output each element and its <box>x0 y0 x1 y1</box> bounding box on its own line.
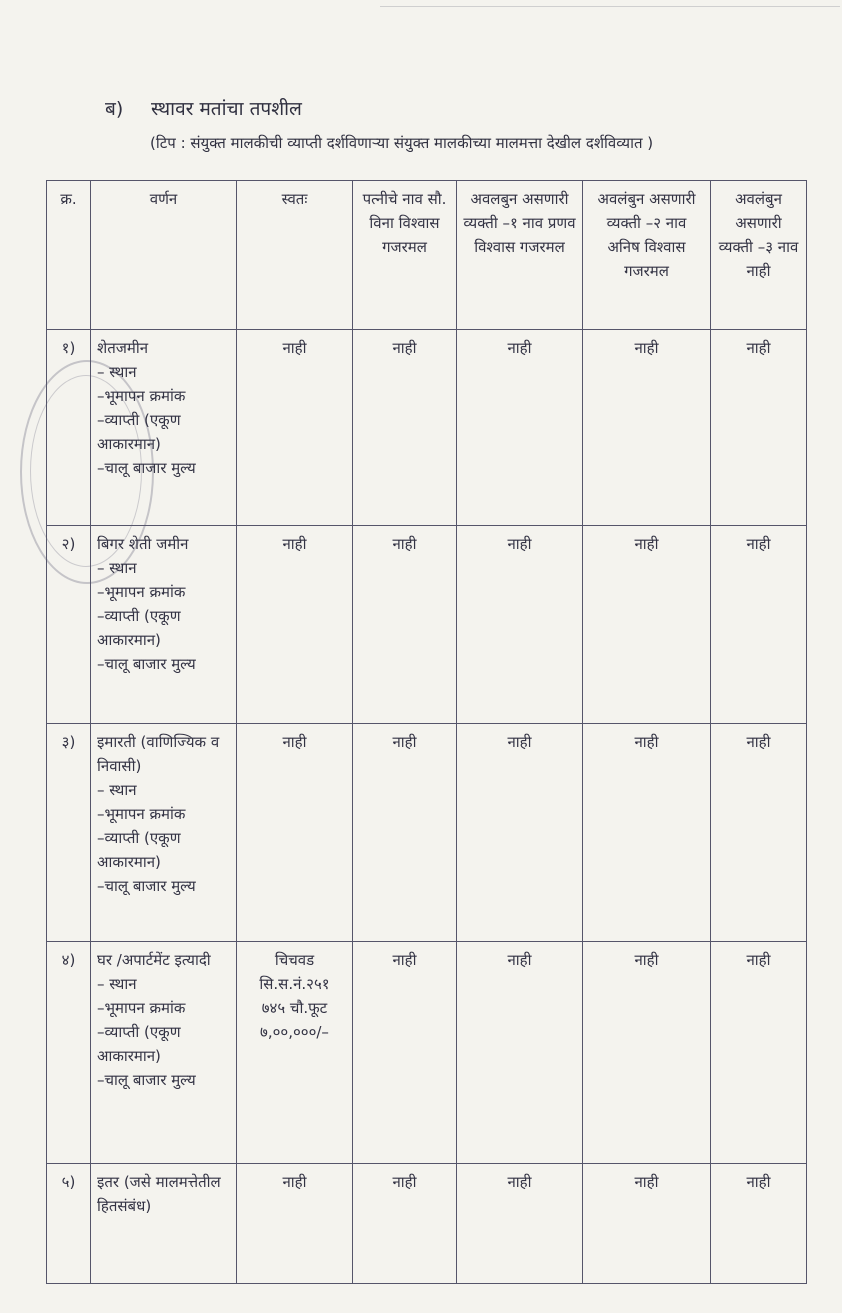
header-dependent-3: अवलंबुन असणारी व्यक्ती –३ नाव नाही <box>711 181 807 330</box>
row-serial: ४) <box>47 942 91 1164</box>
row-serial: ३) <box>47 724 91 942</box>
row-description <box>91 526 237 724</box>
desc-line: –चालू बाजार मुल्य <box>97 459 196 477</box>
table-row <box>47 724 807 942</box>
cell-dependent-3: नाही <box>711 942 807 1164</box>
row-serial: ५) <box>47 1164 91 1284</box>
cell-self: नाही <box>237 526 353 724</box>
cell-self: नाही <box>237 330 353 526</box>
cell-dependent-3: नाही <box>711 526 807 724</box>
desc-line: इतर (जसे मालमत्तेतील हितसंबंध) <box>97 1173 221 1215</box>
immovable-assets-table <box>46 180 807 1284</box>
header-spouse: पत्नीचे नाव सौ. विना विश्वास गजरमल <box>353 181 457 330</box>
cell-dependent-3: नाही <box>711 1164 807 1284</box>
cell-dependent-1: नाही <box>457 330 583 526</box>
desc-line: –चालू बाजार मुल्य <box>97 655 196 673</box>
header-serial: क्र. <box>47 181 91 330</box>
header-self: स्वतः <box>237 181 353 330</box>
desc-line: –चालू बाजार मुल्य <box>97 1071 196 1089</box>
header-description: वर्णन <box>91 181 237 330</box>
cell-dependent-2: नाही <box>583 1164 711 1284</box>
desc-line: –व्याप्ती (एकूण आकारमान) <box>97 1023 181 1065</box>
desc-line: –भूमापन क्रमांक <box>97 805 186 823</box>
cell-dependent-1: नाही <box>457 942 583 1164</box>
desc-line: घर /अपार्टमेंट इत्यादी <box>97 951 211 969</box>
cell-self: नाही <box>237 1164 353 1284</box>
desc-line: – स्थान <box>97 781 137 799</box>
desc-line: – स्थान <box>97 975 137 993</box>
header-dependent-2: अवलंबुन असणारी व्यक्ती –२ नाव अनिष विश्वास गजरमल <box>583 181 711 330</box>
section-note: (टिप : संयुक्त मालकीची व्याप्ती दर्शविणाऱ्या संयुक्त मालकीच्या मालमत्ता देखील दर्शविव्यात ) <box>150 134 654 152</box>
cell-self <box>237 942 353 1164</box>
cell-dependent-1: नाही <box>457 526 583 724</box>
table-row <box>47 1164 807 1284</box>
section-number: ब) <box>105 98 124 120</box>
desc-line: –व्याप्ती (एकूण आकारमान) <box>97 411 181 453</box>
self-value-line: ७४५ चौ.फूट <box>261 999 328 1017</box>
cell-spouse: नाही <box>353 330 457 526</box>
header-dependent-1: अवलबुन असणारी व्यक्ती –१ नाव प्रणव विश्वास गजरमल <box>457 181 583 330</box>
desc-line: – स्थान <box>97 559 137 577</box>
desc-line: –व्याप्ती (एकूण आकारमान) <box>97 607 181 649</box>
desc-line: –व्याप्ती (एकूण आकारमान) <box>97 829 181 871</box>
table-row <box>47 942 807 1164</box>
desc-line: बिगर शेती जमीन <box>97 535 189 553</box>
page-edge <box>380 0 840 7</box>
cell-dependent-3: नाही <box>711 330 807 526</box>
desc-line: –भूमापन क्रमांक <box>97 999 186 1017</box>
row-description <box>91 942 237 1164</box>
row-description <box>91 1164 237 1284</box>
cell-dependent-2: नाही <box>583 526 711 724</box>
cell-dependent-1: नाही <box>457 724 583 942</box>
cell-spouse: नाही <box>353 526 457 724</box>
row-serial: १) <box>47 330 91 526</box>
table-row <box>47 330 807 526</box>
section-title: स्थावर मतांचा तपशील <box>151 98 302 120</box>
desc-line: – स्थान <box>97 363 137 381</box>
desc-line: –भूमापन क्रमांक <box>97 583 186 601</box>
self-value-line: चिचवड <box>274 951 315 969</box>
self-value-line: सि.स.नं.२५१ <box>259 975 330 993</box>
desc-line: –भूमापन क्रमांक <box>97 387 186 405</box>
row-description <box>91 724 237 942</box>
desc-line: शेतजमीन <box>97 339 149 357</box>
row-serial: २) <box>47 526 91 724</box>
self-value-line: ७,००,०००/– <box>260 1023 329 1041</box>
table-header-row <box>47 181 807 330</box>
desc-line: –चालू बाजार मुल्य <box>97 877 196 895</box>
row-description <box>91 330 237 526</box>
cell-dependent-2: नाही <box>583 942 711 1164</box>
cell-self: नाही <box>237 724 353 942</box>
cell-dependent-1: नाही <box>457 1164 583 1284</box>
table-row <box>47 526 807 724</box>
cell-dependent-2: नाही <box>583 724 711 942</box>
cell-dependent-3: नाही <box>711 724 807 942</box>
cell-spouse: नाही <box>353 724 457 942</box>
cell-spouse: नाही <box>353 942 457 1164</box>
desc-line: इमारती (वाणिज्यिक व निवासी) <box>97 733 220 775</box>
cell-spouse: नाही <box>353 1164 457 1284</box>
section-heading <box>105 95 302 121</box>
cell-dependent-2: नाही <box>583 330 711 526</box>
